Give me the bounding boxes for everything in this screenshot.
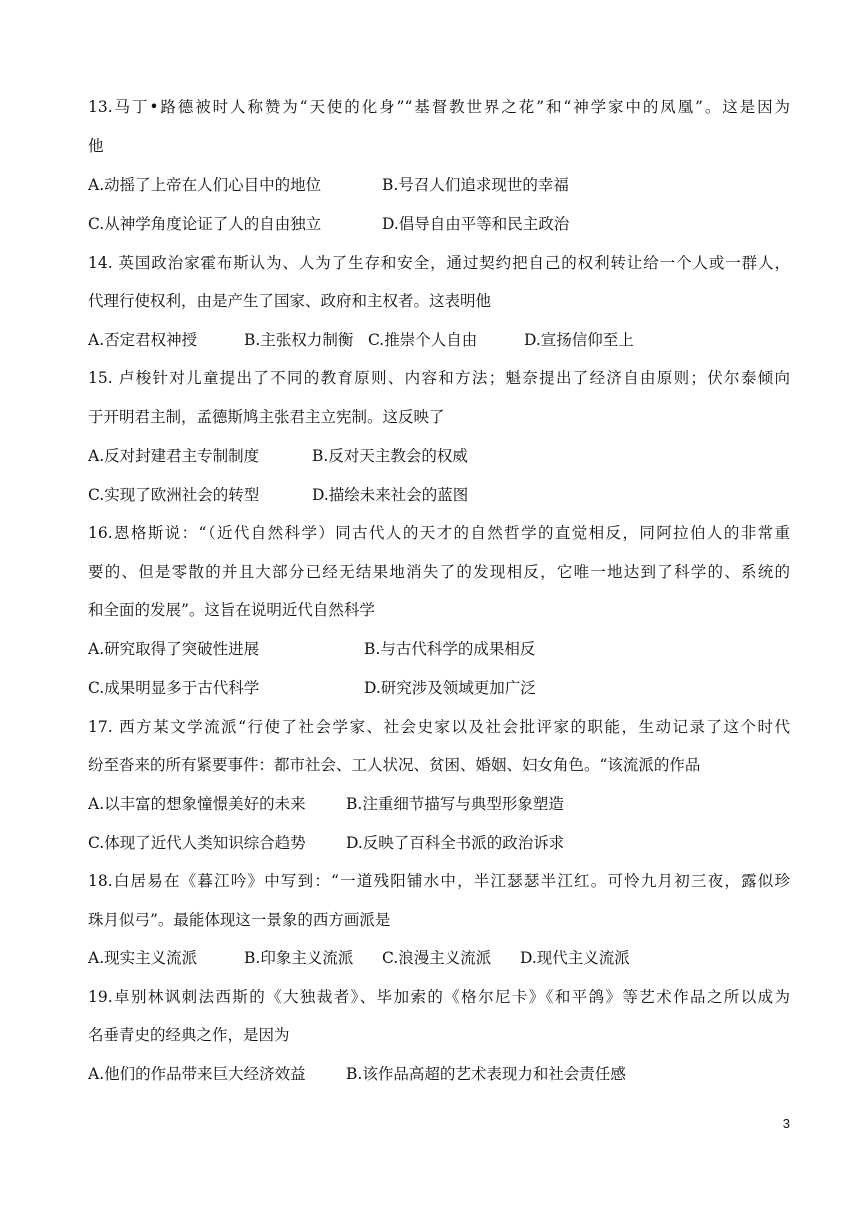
question-18-option-d: D.现代主义流派 (520, 949, 630, 967)
question-14-stem-line-1: 14. 英国政治家霍布斯认为、人为了生存和安全，通过契约把自己的权利转让给一个人或一群人， (88, 254, 790, 272)
question-19-stem-line-1: 19.卓别林讽刺法西斯的《大独裁者》、毕加索的《格尔尼卡》《和平鸽》等艺术作品之所以成为 (88, 988, 790, 1006)
question-16-stem-line-2: 要的、但是零散的并且大部分已经无结果地消失了的发现相反，它唯一地达到了科学的、系统的 (88, 563, 790, 581)
page-number: 3 (782, 1116, 790, 1131)
question-13-option-d: D.倡导自由平等和民主政治 (382, 215, 570, 233)
question-18-option-a: A.现实主义流派 (88, 949, 198, 967)
question-15-stem-line-1: 15. 卢梭针对儿童提出了不同的教育原则、内容和方法；魁奈提出了经济自由原则；伏尔泰倾向 (88, 369, 790, 387)
question-18-stem-line-2: 珠月似弓”。最能体现这一景象的西方画派是 (88, 911, 391, 929)
question-15-stem-line-2: 于开明君主制，孟德斯鸠主张君主立宪制。这反映了 (88, 408, 445, 426)
question-14-option-d: D.宣扬信仰至上 (524, 331, 634, 349)
question-17-stem-line-1: 17. 西方某文学流派“行使了社会学家、社会史家以及社会批评家的职能，生动记录了这个时代 (88, 718, 790, 736)
question-15-option-d: D.描绘未来社会的蓝图 (312, 486, 469, 504)
question-13-option-a: A.动摇了上帝在人们心目中的地位 (88, 176, 322, 194)
question-14-option-b: B.主张权力制衡 (244, 331, 354, 349)
question-14-stem-line-2: 代理行使权利，由是产生了国家、政府和主权者。这表明他 (88, 292, 492, 310)
question-13-option-b: B.号召人们追求现世的幸福 (382, 176, 569, 194)
question-16-stem-line-3: 和全面的发展”。这旨在说明近代自然科学 (88, 601, 375, 619)
question-16-option-d: D.研究涉及领域更加广泛 (364, 679, 536, 697)
question-17-option-a: A.以丰富的想象憧憬美好的未来 (88, 795, 306, 813)
question-17-option-c: C.体现了近代人类知识综合趋势 (88, 834, 306, 852)
question-15-option-c: C.实现了欧洲社会的转型 (88, 486, 260, 504)
question-13-stem-line-1: 13.马丁•路德被时人称赞为“天使的化身”“基督教世界之花”和“神学家中的凤凰”。这是因为 (88, 98, 790, 116)
question-19-option-a: A.他们的作品带来巨大经济效益 (88, 1065, 306, 1083)
question-19-option-b: B.该作品高超的艺术表现力和社会责任感 (346, 1065, 626, 1083)
question-16-option-c: C.成果明显多于古代科学 (88, 679, 260, 697)
question-14-option-c: C.推崇个人自由 (368, 331, 478, 349)
question-17-option-d: D.反映了百科全书派的政治诉求 (346, 834, 565, 852)
question-16-stem-line-1: 16.恩格斯说：“（近代自然科学）同古代人的天才的自然哲学的直觉相反，同阿拉伯人的非常重 (88, 524, 790, 542)
question-15-option-a: A.反对封建君主专制制度 (88, 447, 260, 465)
question-13-option-c: C.从神学角度论证了人的自由独立 (88, 215, 322, 233)
question-15-option-b: B.反对天主教会的权威 (312, 447, 468, 465)
question-19-stem-line-2: 名垂青史的经典之作，是因为 (88, 1026, 290, 1044)
question-13-stem-line-2: 他 (88, 137, 104, 155)
question-18-option-c: C.浪漫主义流派 (382, 949, 492, 967)
question-14-option-a: A.否定君权神授 (88, 331, 198, 349)
question-18-option-b: B.印象主义流派 (244, 949, 354, 967)
question-16-option-a: A.研究取得了突破性进展 (88, 640, 260, 658)
question-16-option-b: B.与古代科学的成果相反 (364, 640, 536, 658)
question-17-option-b: B.注重细节描写与典型形象塑造 (346, 795, 564, 813)
question-18-stem-line-1: 18.白居易在《暮江吟》中写到：“一道残阳铺水中，半江瑟瑟半江红。可怜九月初三夜，露似珍 (88, 872, 790, 890)
question-17-stem-line-2: 纷至沓来的所有紧要事件：都市社会、工人状况、贫困、婚姻、妇女角色。“该流派的作品 (88, 756, 701, 774)
